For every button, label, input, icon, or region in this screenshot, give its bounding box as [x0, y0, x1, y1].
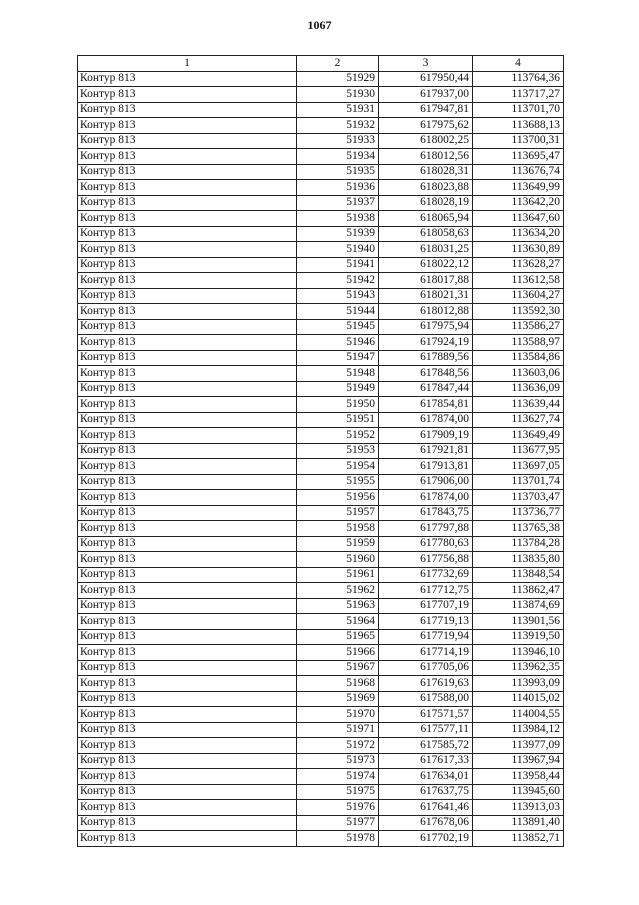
- column-header-1: 1: [78, 56, 297, 72]
- page-number: 1067: [307, 18, 332, 32]
- y-coordinate-cell: 113891,40: [473, 815, 564, 831]
- point-number-cell: 51971: [297, 722, 379, 738]
- point-number-cell: 51970: [297, 707, 379, 723]
- table-row: [78, 71, 564, 87]
- contour-name-cell: Контур 813: [78, 87, 297, 103]
- y-coordinate-cell: 113677,95: [473, 443, 564, 459]
- contour-name-cell: Контур 813: [78, 738, 297, 754]
- y-coordinate-cell: 113703,47: [473, 490, 564, 506]
- point-number-cell: 51949: [297, 381, 379, 397]
- table-row: [78, 831, 564, 847]
- x-coordinate-cell: 617588,00: [379, 691, 473, 707]
- x-coordinate-cell: 618002,25: [379, 133, 473, 149]
- table-row: [78, 87, 564, 103]
- table-row: [78, 149, 564, 165]
- contour-name-cell: Контур 813: [78, 474, 297, 490]
- point-number-cell: 51960: [297, 552, 379, 568]
- y-coordinate-cell: 113592,30: [473, 304, 564, 320]
- contour-name-cell: Контур 813: [78, 552, 297, 568]
- point-number-cell: 51955: [297, 474, 379, 490]
- table-row: [78, 474, 564, 490]
- contour-name-cell: Контур 813: [78, 769, 297, 785]
- point-number-cell: 51946: [297, 335, 379, 351]
- point-number-cell: 51961: [297, 567, 379, 583]
- point-number-cell: 51956: [297, 490, 379, 506]
- contour-name-cell: Контур 813: [78, 102, 297, 118]
- table-row: [78, 676, 564, 692]
- contour-name-cell: Контур 813: [78, 211, 297, 227]
- y-coordinate-cell: 113647,60: [473, 211, 564, 227]
- x-coordinate-cell: 617909,19: [379, 428, 473, 444]
- point-number-cell: 51972: [297, 738, 379, 754]
- point-number-cell: 51931: [297, 102, 379, 118]
- x-coordinate-cell: 617619,63: [379, 676, 473, 692]
- table-row: [78, 536, 564, 552]
- x-coordinate-cell: 618028,31: [379, 164, 473, 180]
- point-number-cell: 51936: [297, 180, 379, 196]
- table-row: [78, 583, 564, 599]
- x-coordinate-cell: 618023,88: [379, 180, 473, 196]
- point-number-cell: 51945: [297, 319, 379, 335]
- y-coordinate-cell: 113642,20: [473, 195, 564, 211]
- y-coordinate-cell: 113984,12: [473, 722, 564, 738]
- table-row: [78, 304, 564, 320]
- y-coordinate-cell: 114004,55: [473, 707, 564, 723]
- contour-name-cell: Контур 813: [78, 71, 297, 87]
- x-coordinate-cell: 617937,00: [379, 87, 473, 103]
- contour-name-cell: Контур 813: [78, 567, 297, 583]
- table-row: [78, 397, 564, 413]
- contour-name-cell: Контур 813: [78, 815, 297, 831]
- contour-name-cell: Контур 813: [78, 226, 297, 242]
- y-coordinate-cell: 113945,60: [473, 784, 564, 800]
- y-coordinate-cell: 113901,56: [473, 614, 564, 630]
- x-coordinate-cell: 618028,19: [379, 195, 473, 211]
- point-number-cell: 51953: [297, 443, 379, 459]
- contour-name-cell: Контур 813: [78, 505, 297, 521]
- table-row: [78, 319, 564, 335]
- table-row: [78, 366, 564, 382]
- y-coordinate-cell: 114015,02: [473, 691, 564, 707]
- table-row: [78, 180, 564, 196]
- x-coordinate-cell: 617797,88: [379, 521, 473, 537]
- y-coordinate-cell: 113586,27: [473, 319, 564, 335]
- contour-name-cell: Контур 813: [78, 428, 297, 444]
- y-coordinate-cell: 113993,09: [473, 676, 564, 692]
- point-number-cell: 51929: [297, 71, 379, 87]
- x-coordinate-cell: 617719,94: [379, 629, 473, 645]
- x-coordinate-cell: 618022,12: [379, 257, 473, 273]
- table-row: [78, 335, 564, 351]
- y-coordinate-cell: 113736,77: [473, 505, 564, 521]
- table-row: [78, 102, 564, 118]
- x-coordinate-cell: 618021,31: [379, 288, 473, 304]
- contour-name-cell: Контур 813: [78, 412, 297, 428]
- table-row: [78, 521, 564, 537]
- x-coordinate-cell: 617702,19: [379, 831, 473, 847]
- y-coordinate-cell: 113765,38: [473, 521, 564, 537]
- contour-name-cell: Контур 813: [78, 381, 297, 397]
- x-coordinate-cell: 617707,19: [379, 598, 473, 614]
- column-header-3: 3: [379, 56, 473, 72]
- contour-name-cell: Контур 813: [78, 459, 297, 475]
- x-coordinate-cell: 617848,56: [379, 366, 473, 382]
- y-coordinate-cell: 113649,99: [473, 180, 564, 196]
- point-number-cell: 51939: [297, 226, 379, 242]
- table-row: [78, 242, 564, 258]
- table-row: [78, 118, 564, 134]
- point-number-cell: 51974: [297, 769, 379, 785]
- coordinates-table: [77, 55, 564, 847]
- point-number-cell: 51968: [297, 676, 379, 692]
- table-row: [78, 443, 564, 459]
- y-coordinate-cell: 113588,97: [473, 335, 564, 351]
- contour-name-cell: Контур 813: [78, 118, 297, 134]
- x-coordinate-cell: 617843,75: [379, 505, 473, 521]
- x-coordinate-cell: 617712,75: [379, 583, 473, 599]
- table-row: [78, 164, 564, 180]
- point-number-cell: 51951: [297, 412, 379, 428]
- contour-name-cell: Контур 813: [78, 676, 297, 692]
- x-coordinate-cell: 617585,72: [379, 738, 473, 754]
- point-number-cell: 51938: [297, 211, 379, 227]
- y-coordinate-cell: 113977,09: [473, 738, 564, 754]
- point-number-cell: 51964: [297, 614, 379, 630]
- contour-name-cell: Контур 813: [78, 645, 297, 661]
- point-number-cell: 51962: [297, 583, 379, 599]
- contour-name-cell: Контур 813: [78, 536, 297, 552]
- table-row: [78, 459, 564, 475]
- point-number-cell: 51977: [297, 815, 379, 831]
- x-coordinate-cell: 617617,33: [379, 753, 473, 769]
- contour-name-cell: Контур 813: [78, 133, 297, 149]
- x-coordinate-cell: 617678,06: [379, 815, 473, 831]
- y-coordinate-cell: 113962,35: [473, 660, 564, 676]
- y-coordinate-cell: 113701,74: [473, 474, 564, 490]
- table-row: [78, 660, 564, 676]
- contour-name-cell: Контур 813: [78, 614, 297, 630]
- contour-name-cell: Контур 813: [78, 304, 297, 320]
- point-number-cell: 51966: [297, 645, 379, 661]
- contour-name-cell: Контур 813: [78, 722, 297, 738]
- contour-name-cell: Контур 813: [78, 366, 297, 382]
- contour-name-cell: Контур 813: [78, 273, 297, 289]
- y-coordinate-cell: 113701,70: [473, 102, 564, 118]
- y-coordinate-cell: 113695,47: [473, 149, 564, 165]
- x-coordinate-cell: 617947,81: [379, 102, 473, 118]
- point-number-cell: 51940: [297, 242, 379, 258]
- point-number-cell: 51958: [297, 521, 379, 537]
- point-number-cell: 51954: [297, 459, 379, 475]
- contour-name-cell: Контур 813: [78, 350, 297, 366]
- y-coordinate-cell: 113835,80: [473, 552, 564, 568]
- y-coordinate-cell: 113913,03: [473, 800, 564, 816]
- contour-name-cell: Контур 813: [78, 319, 297, 335]
- contour-name-cell: Контур 813: [78, 800, 297, 816]
- x-coordinate-cell: 617756,88: [379, 552, 473, 568]
- y-coordinate-cell: 113649,49: [473, 428, 564, 444]
- point-number-cell: 51930: [297, 87, 379, 103]
- table-row: [78, 815, 564, 831]
- contour-name-cell: Контур 813: [78, 490, 297, 506]
- table-row: [78, 691, 564, 707]
- contour-name-cell: Контур 813: [78, 443, 297, 459]
- table-row: [78, 629, 564, 645]
- table-row: [78, 273, 564, 289]
- x-coordinate-cell: 617854,81: [379, 397, 473, 413]
- x-coordinate-cell: 617950,44: [379, 71, 473, 87]
- x-coordinate-cell: 617714,19: [379, 645, 473, 661]
- column-header-4: 4: [473, 56, 564, 72]
- point-number-cell: 51932: [297, 118, 379, 134]
- point-number-cell: 51969: [297, 691, 379, 707]
- y-coordinate-cell: 113946,10: [473, 645, 564, 661]
- x-coordinate-cell: 617571,57: [379, 707, 473, 723]
- table-row: [78, 614, 564, 630]
- y-coordinate-cell: 113584,86: [473, 350, 564, 366]
- x-coordinate-cell: 617975,94: [379, 319, 473, 335]
- y-coordinate-cell: 113874,69: [473, 598, 564, 614]
- y-coordinate-cell: 113919,50: [473, 629, 564, 645]
- x-coordinate-cell: 617906,00: [379, 474, 473, 490]
- y-coordinate-cell: 113628,27: [473, 257, 564, 273]
- header-row: [78, 56, 564, 72]
- contour-name-cell: Контур 813: [78, 831, 297, 847]
- x-coordinate-cell: 617705,06: [379, 660, 473, 676]
- y-coordinate-cell: 113603,06: [473, 366, 564, 382]
- contour-name-cell: Контур 813: [78, 691, 297, 707]
- contour-name-cell: Контур 813: [78, 707, 297, 723]
- table-row: [78, 552, 564, 568]
- point-number-cell: 51942: [297, 273, 379, 289]
- y-coordinate-cell: 113848,54: [473, 567, 564, 583]
- x-coordinate-cell: 617874,00: [379, 490, 473, 506]
- x-coordinate-cell: 618065,94: [379, 211, 473, 227]
- table-row: [78, 505, 564, 521]
- x-coordinate-cell: 617577,11: [379, 722, 473, 738]
- x-coordinate-cell: 617847,44: [379, 381, 473, 397]
- y-coordinate-cell: 113639,44: [473, 397, 564, 413]
- contour-name-cell: Контур 813: [78, 149, 297, 165]
- x-coordinate-cell: 617889,56: [379, 350, 473, 366]
- contour-name-cell: Контур 813: [78, 335, 297, 351]
- table-row: [78, 800, 564, 816]
- y-coordinate-cell: 113612,58: [473, 273, 564, 289]
- contour-name-cell: Контур 813: [78, 660, 297, 676]
- y-coordinate-cell: 113627,74: [473, 412, 564, 428]
- point-number-cell: 51943: [297, 288, 379, 304]
- x-coordinate-cell: 617913,81: [379, 459, 473, 475]
- point-number-cell: 51976: [297, 800, 379, 816]
- contour-name-cell: Контур 813: [78, 583, 297, 599]
- contour-name-cell: Контур 813: [78, 164, 297, 180]
- point-number-cell: 51973: [297, 753, 379, 769]
- contour-name-cell: Контур 813: [78, 629, 297, 645]
- contour-name-cell: Контур 813: [78, 598, 297, 614]
- x-coordinate-cell: 618012,88: [379, 304, 473, 320]
- y-coordinate-cell: 113604,27: [473, 288, 564, 304]
- contour-name-cell: Контур 813: [78, 288, 297, 304]
- contour-name-cell: Контур 813: [78, 521, 297, 537]
- y-coordinate-cell: 113764,36: [473, 71, 564, 87]
- table-row: [78, 350, 564, 366]
- point-number-cell: 51941: [297, 257, 379, 273]
- y-coordinate-cell: 113688,13: [473, 118, 564, 134]
- contour-name-cell: Контур 813: [78, 195, 297, 211]
- point-number-cell: 51948: [297, 366, 379, 382]
- x-coordinate-cell: 617719,13: [379, 614, 473, 630]
- point-number-cell: 51967: [297, 660, 379, 676]
- x-coordinate-cell: 617780,63: [379, 536, 473, 552]
- contour-name-cell: Контур 813: [78, 242, 297, 258]
- table-row: [78, 288, 564, 304]
- point-number-cell: 51934: [297, 149, 379, 165]
- table-row: [78, 738, 564, 754]
- table-row: [78, 753, 564, 769]
- point-number-cell: 51933: [297, 133, 379, 149]
- point-number-cell: 51975: [297, 784, 379, 800]
- contour-name-cell: Контур 813: [78, 753, 297, 769]
- contour-name-cell: Контур 813: [78, 784, 297, 800]
- table-header: [78, 56, 564, 72]
- point-number-cell: 51965: [297, 629, 379, 645]
- x-coordinate-cell: 617637,75: [379, 784, 473, 800]
- table-row: [78, 784, 564, 800]
- y-coordinate-cell: 113697,05: [473, 459, 564, 475]
- point-number-cell: 51963: [297, 598, 379, 614]
- y-coordinate-cell: 113862,47: [473, 583, 564, 599]
- table-row: [78, 257, 564, 273]
- point-number-cell: 51944: [297, 304, 379, 320]
- y-coordinate-cell: 113634,20: [473, 226, 564, 242]
- point-number-cell: 51959: [297, 536, 379, 552]
- table-body: [78, 71, 564, 846]
- table-row: [78, 195, 564, 211]
- x-coordinate-cell: 618012,56: [379, 149, 473, 165]
- y-coordinate-cell: 113784,28: [473, 536, 564, 552]
- y-coordinate-cell: 113630,89: [473, 242, 564, 258]
- contour-name-cell: Контур 813: [78, 180, 297, 196]
- contour-name-cell: Контур 813: [78, 397, 297, 413]
- x-coordinate-cell: 618031,25: [379, 242, 473, 258]
- point-number-cell: 51978: [297, 831, 379, 847]
- table-row: [78, 567, 564, 583]
- y-coordinate-cell: 113852,71: [473, 831, 564, 847]
- table-row: [78, 645, 564, 661]
- point-number-cell: 51957: [297, 505, 379, 521]
- x-coordinate-cell: 617874,00: [379, 412, 473, 428]
- y-coordinate-cell: 113636,09: [473, 381, 564, 397]
- x-coordinate-cell: 617732,69: [379, 567, 473, 583]
- y-coordinate-cell: 113717,27: [473, 87, 564, 103]
- x-coordinate-cell: 617641,46: [379, 800, 473, 816]
- table-row: [78, 707, 564, 723]
- x-coordinate-cell: 617921,81: [379, 443, 473, 459]
- point-number-cell: 51937: [297, 195, 379, 211]
- table-row: [78, 211, 564, 227]
- y-coordinate-cell: 113700,31: [473, 133, 564, 149]
- table-row: [78, 598, 564, 614]
- table-row: [78, 490, 564, 506]
- y-coordinate-cell: 113967,94: [473, 753, 564, 769]
- table-row: [78, 428, 564, 444]
- table-row: [78, 769, 564, 785]
- x-coordinate-cell: 618017,88: [379, 273, 473, 289]
- table-row: [78, 381, 564, 397]
- point-number-cell: 51950: [297, 397, 379, 413]
- column-header-2: 2: [297, 56, 379, 72]
- contour-name-cell: Контур 813: [78, 257, 297, 273]
- point-number-cell: 51935: [297, 164, 379, 180]
- table-row: [78, 226, 564, 242]
- point-number-cell: 51952: [297, 428, 379, 444]
- table-row: [78, 722, 564, 738]
- x-coordinate-cell: 617924,19: [379, 335, 473, 351]
- table-row: [78, 412, 564, 428]
- y-coordinate-cell: 113676,74: [473, 164, 564, 180]
- x-coordinate-cell: 617634,01: [379, 769, 473, 785]
- point-number-cell: 51947: [297, 350, 379, 366]
- x-coordinate-cell: 617975,62: [379, 118, 473, 134]
- table-row: [78, 133, 564, 149]
- y-coordinate-cell: 113958,44: [473, 769, 564, 785]
- x-coordinate-cell: 618058,63: [379, 226, 473, 242]
